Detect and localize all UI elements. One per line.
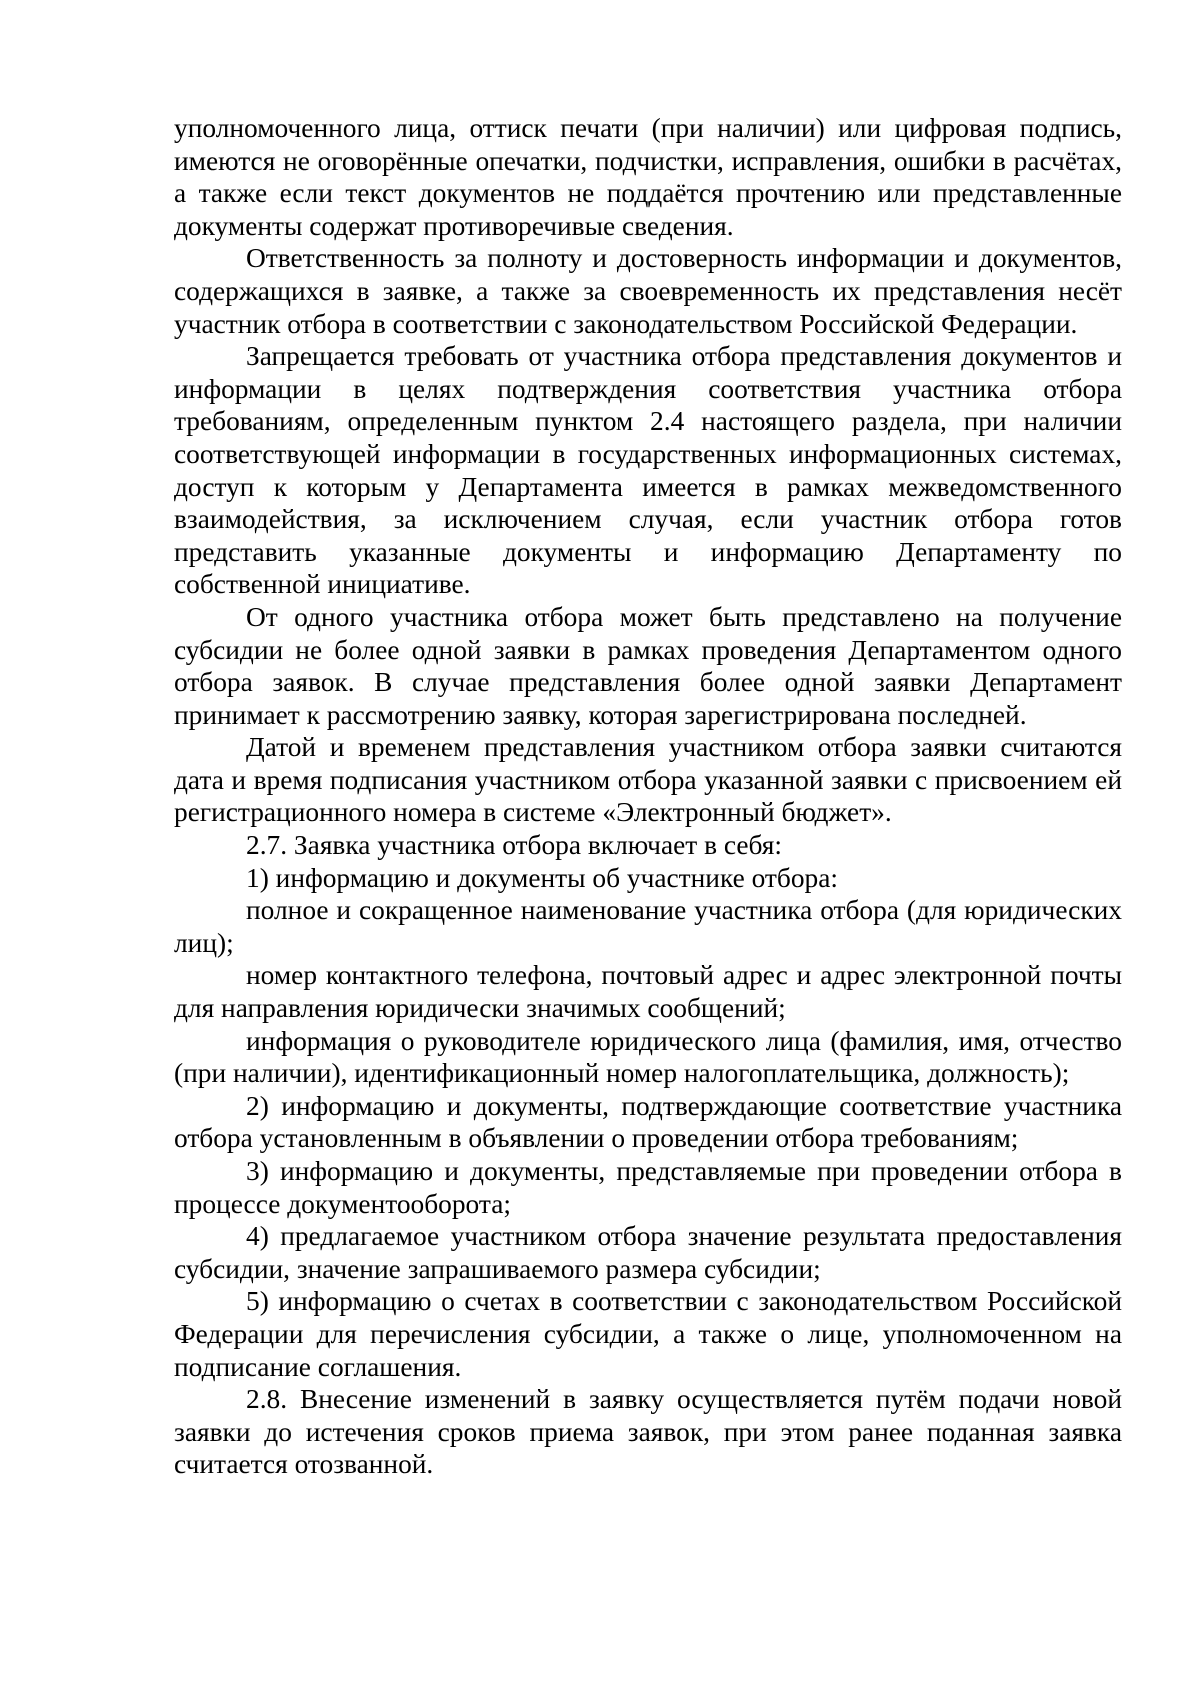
list-item-5: 5) информацию о счетах в соответствии с законодательством Российской Федерации для перечисления субсидии, а также о лице, уполномоченном на подписание соглашения. [174, 1286, 1122, 1382]
paragraph-prohibition: Запрещается требовать от участника отбора представления документов и информации в целях подтверждения соответствия участника отбора требованиям, определенным пунктом 2.4 настоящего раздела, при наличии соответствующей информации в государственных информационных системах, доступ к которым у Департамента имеется в рамках межведомственного взаимодействия, за исключением случая, если участник отбора готов представить указанные документы и информацию Департаменту по собственной инициативе. [174, 341, 1122, 600]
document-page [174, 112, 1122, 1481]
list-item-2: 2) информацию и документы, подтверждающие соответствие участника отбора установленным в объявлении о проведении отбора требованиям; [174, 1090, 1122, 1154]
paragraph-submission-date: Датой и временем представления участником отбора заявки считаются дата и время подписания участником отбора указанной заявки с присвоением ей регистрационного номера в системе «Электронный бюджет». [174, 732, 1122, 828]
paragraph-continuation: уполномоченного лица, оттиск печати (при наличии) или цифровая подпись, имеются не оговорённые опечатки, подчистки, исправления, ошибки в расчётах, а также если текст документов не поддаётся прочтению или представленные документы содержат противоречивые сведения. [174, 113, 1122, 241]
section-2-7-heading: 2.7. Заявка участника отбора включает в себя: [246, 830, 782, 861]
list-subitem-name: полное и сокращенное наименование участника отбора (для юридических лиц); [174, 895, 1122, 958]
list-subitem-director: информация о руководителе юридического лица (фамилия, имя, отчество (при наличии), идентификационный номер налогоплательщика, должность); [174, 1025, 1122, 1089]
list-item-1: 1) информацию и документы об участнике отбора: [246, 862, 838, 893]
list-item-4: 4) предлагаемое участником отбора значение результата предоставления субсидии, значение запрашиваемого размера субсидии; [174, 1221, 1122, 1284]
paragraph-responsibility: Ответственность за полноту и достоверность информации и документов, содержащихся в заявке, а также за своевременность их представления несёт участник отбора в соответствии с законодательством Российской Федерации. [174, 243, 1122, 339]
list-subitem-contacts: номер контактного телефона, почтовый адрес и адрес электронной почты для направления юридически значимых сообщений; [174, 960, 1122, 1024]
paragraph-one-application: От одного участника отбора может быть представлено на получение субсидии не более одной заявки в рамках проведения Департаментом одного отбора заявок. В случае представления более одной заявки Департамент принимает к рассмотрению заявку, которая зарегистрирована последней. [174, 601, 1122, 730]
section-2-8: 2.8. Внесение изменений в заявку осуществляется путём подачи новой заявки до истечения сроков приема заявок, при этом ранее поданная заявка считается отозванной. [174, 1384, 1122, 1480]
list-item-3: 3) информацию и документы, представляемые при проведении отбора в процессе документооборота; [174, 1156, 1122, 1219]
